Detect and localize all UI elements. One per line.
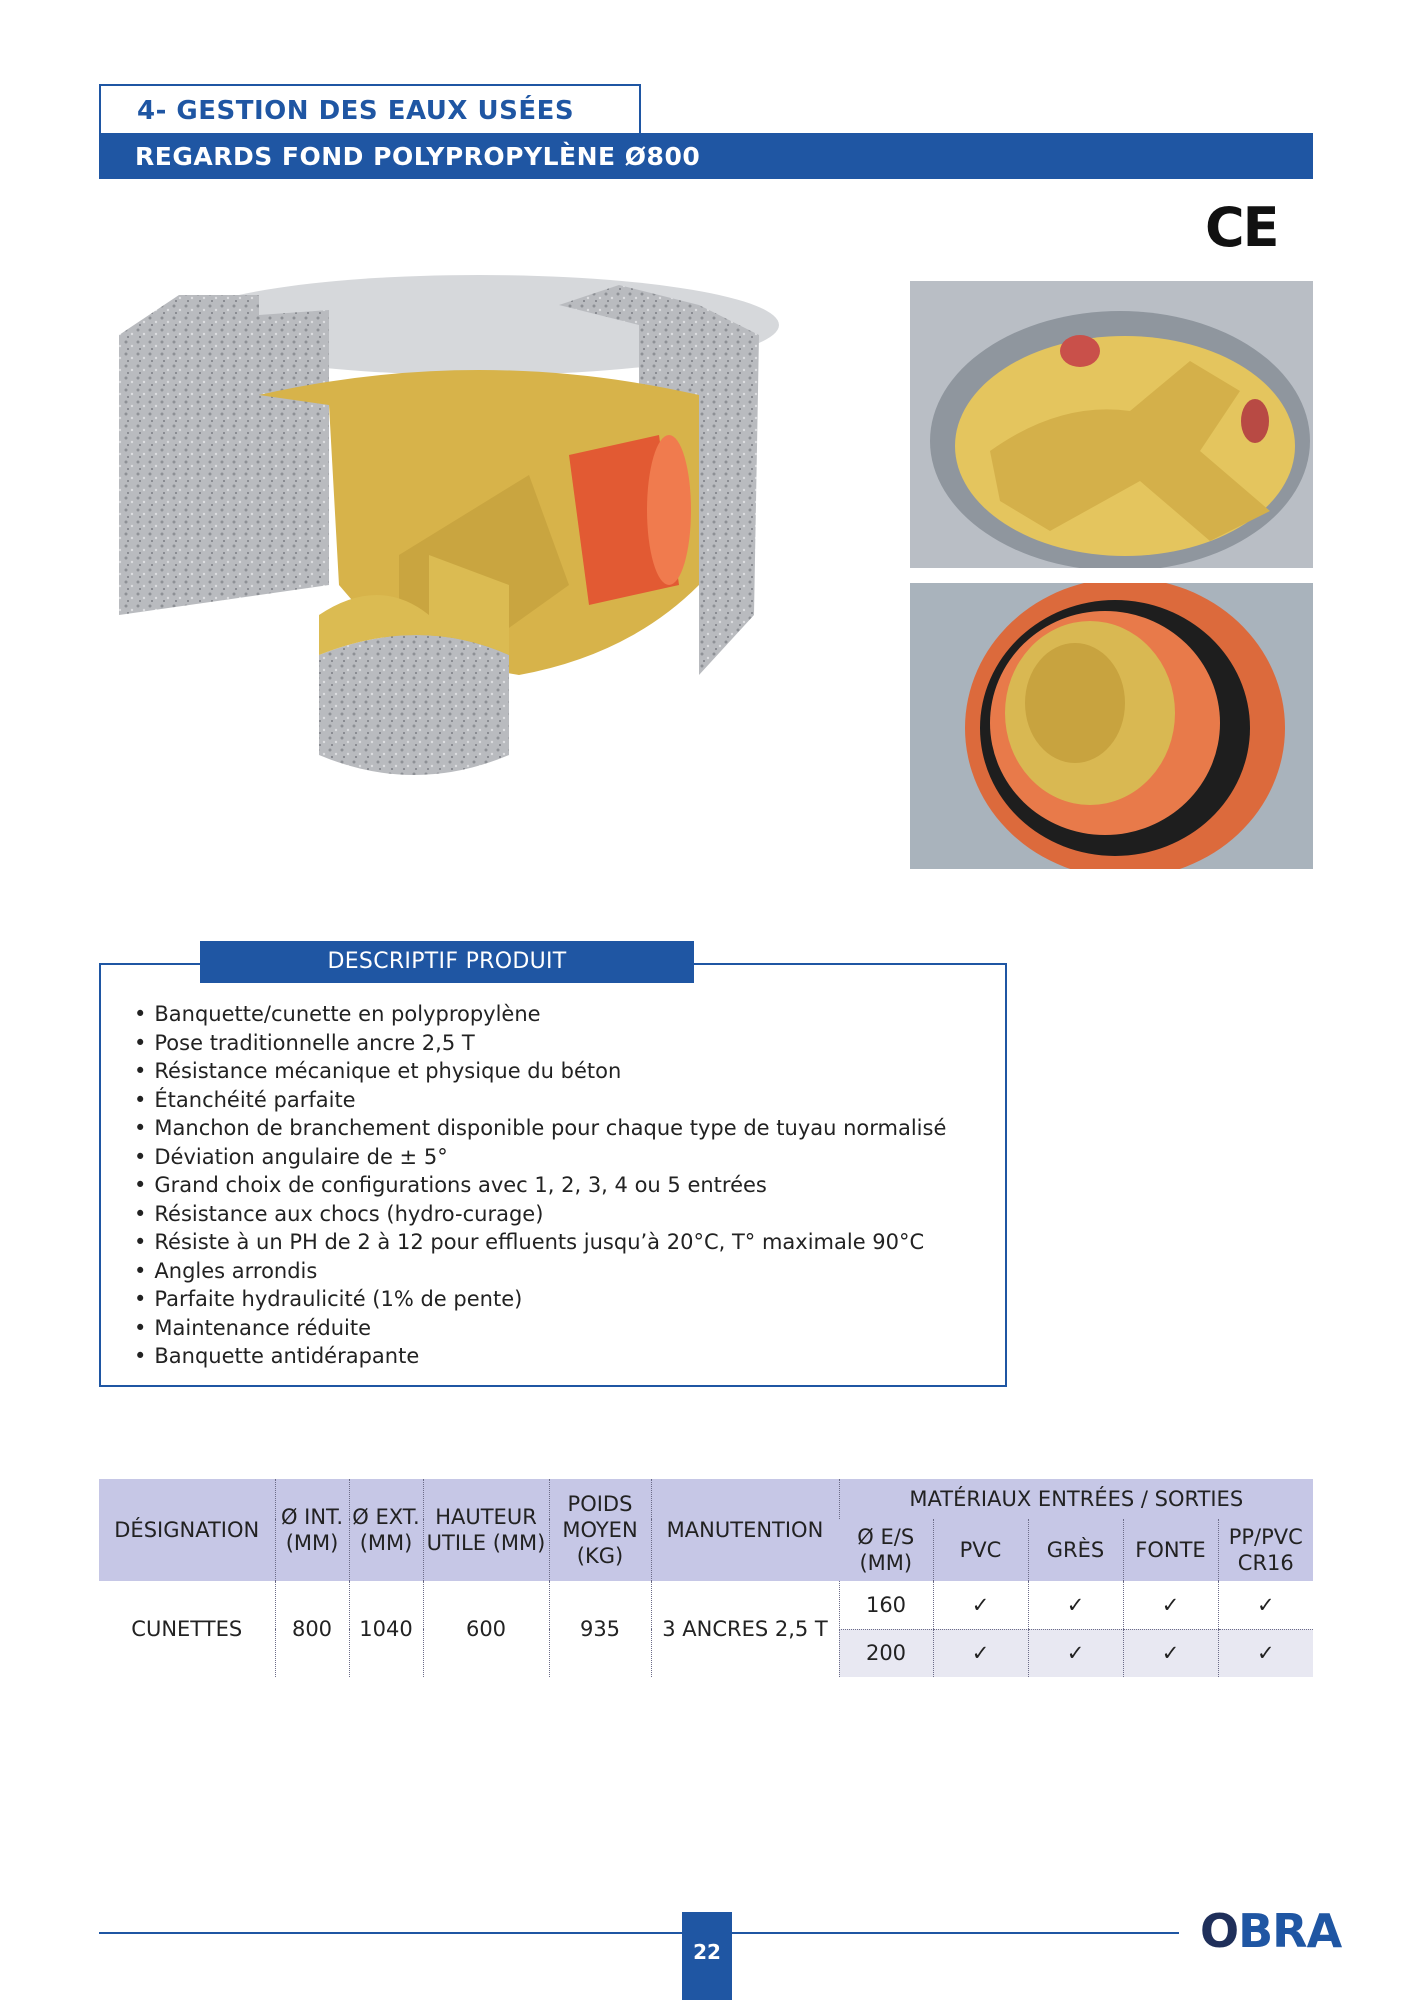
logo-rest: BRA (1238, 1904, 1342, 1958)
product-description-list (134, 1000, 946, 1371)
header-ext: Ø EXT. (MM) (349, 1479, 423, 1581)
list-item: • Résistance mécanique et physique du béton (134, 1057, 946, 1086)
page-number-box (682, 1912, 732, 2000)
header-pp: PP/PVC CR16 (1218, 1519, 1313, 1581)
header-gres: GRÈS (1028, 1519, 1123, 1581)
list-item: • Déviation angulaire de ± 5° (134, 1143, 946, 1172)
obra-logo (1200, 1904, 1341, 1958)
cell-gres: ✓ (1028, 1581, 1123, 1629)
list-item: • Résistance aux chocs (hydro-curage) (134, 1200, 946, 1229)
list-item: • Maintenance réduite (134, 1314, 946, 1343)
cell-fonte: ✓ (1123, 1581, 1218, 1629)
header-manutention: MANUTENTION (651, 1479, 839, 1581)
list-item: • Parfaite hydraulicité (1% de pente) (134, 1285, 946, 1314)
header-poids: POIDS MOYEN (KG) (549, 1479, 651, 1581)
page-title: REGARDS FOND POLYPROPYLÈNE Ø800 (135, 142, 701, 171)
list-item: • Banquette antidérapante (134, 1342, 946, 1371)
cell-pp: ✓ (1218, 1581, 1313, 1629)
spec-table (99, 1479, 1313, 1677)
header-hauteur: HAUTEUR UTILE (MM) (423, 1479, 549, 1581)
section-title: 4- GESTION DES EAUX USÉES (137, 96, 575, 126)
cell-es: 200 (839, 1629, 933, 1677)
footer-divider (99, 1932, 1179, 1934)
header-pvc: PVC (933, 1519, 1028, 1581)
table-row (99, 1581, 1313, 1629)
list-item: • Étanchéité parfaite (134, 1086, 946, 1115)
header-materiaux: MATÉRIAUX ENTRÉES / SORTIES (839, 1479, 1313, 1519)
cell-fonte: ✓ (1123, 1629, 1218, 1677)
cell-pvc: ✓ (933, 1581, 1028, 1629)
list-item: • Pose traditionnelle ancre 2,5 T (134, 1029, 946, 1058)
cell-hauteur: 600 (423, 1581, 549, 1677)
header-fonte: FONTE (1123, 1519, 1218, 1581)
list-item: • Angles arrondis (134, 1257, 946, 1286)
cell-designation: CUNETTES (131, 1617, 243, 1641)
title-bar (99, 133, 1313, 179)
cell-gres: ✓ (1028, 1629, 1123, 1677)
logo-o: O (1200, 1904, 1239, 1958)
header-int: Ø INT. (MM) (275, 1479, 349, 1581)
connection-sleeve-image (910, 583, 1313, 869)
product-description-heading: DESCRIPTIF PRODUIT (200, 941, 694, 983)
manhole-cutaway-image (99, 255, 839, 815)
page-number: 22 (693, 1940, 721, 1964)
list-item: • Manchon de branchement disponible pour chaque type de tuyau normalisé (134, 1114, 946, 1143)
header-es: Ø E/S (MM) (839, 1519, 933, 1581)
cell-pvc: ✓ (933, 1629, 1028, 1677)
list-item: • Résiste à un PH de 2 à 12 pour effluents jusqu’à 20°C, T° maximale 90°C (134, 1228, 946, 1257)
cell-manutention: 3 ANCRES 2,5 T (651, 1581, 839, 1677)
list-item: • Grand choix de configurations avec 1, 2, 3, 4 ou 5 entrées (134, 1171, 946, 1200)
cell-poids: 935 (549, 1581, 651, 1677)
cell-int: 800 (275, 1581, 349, 1677)
cell-ext: 1040 (349, 1581, 423, 1677)
cell-es: 160 (839, 1581, 933, 1629)
ce-mark-logo: CE (1205, 196, 1278, 259)
section-heading-box (99, 84, 641, 134)
cell-pp: ✓ (1218, 1629, 1313, 1677)
bottom-top-view-image (910, 281, 1313, 568)
header-designation: DÉSIGNATION (99, 1479, 275, 1581)
list-item: • Banquette/cunette en polypropylène (134, 1000, 946, 1029)
